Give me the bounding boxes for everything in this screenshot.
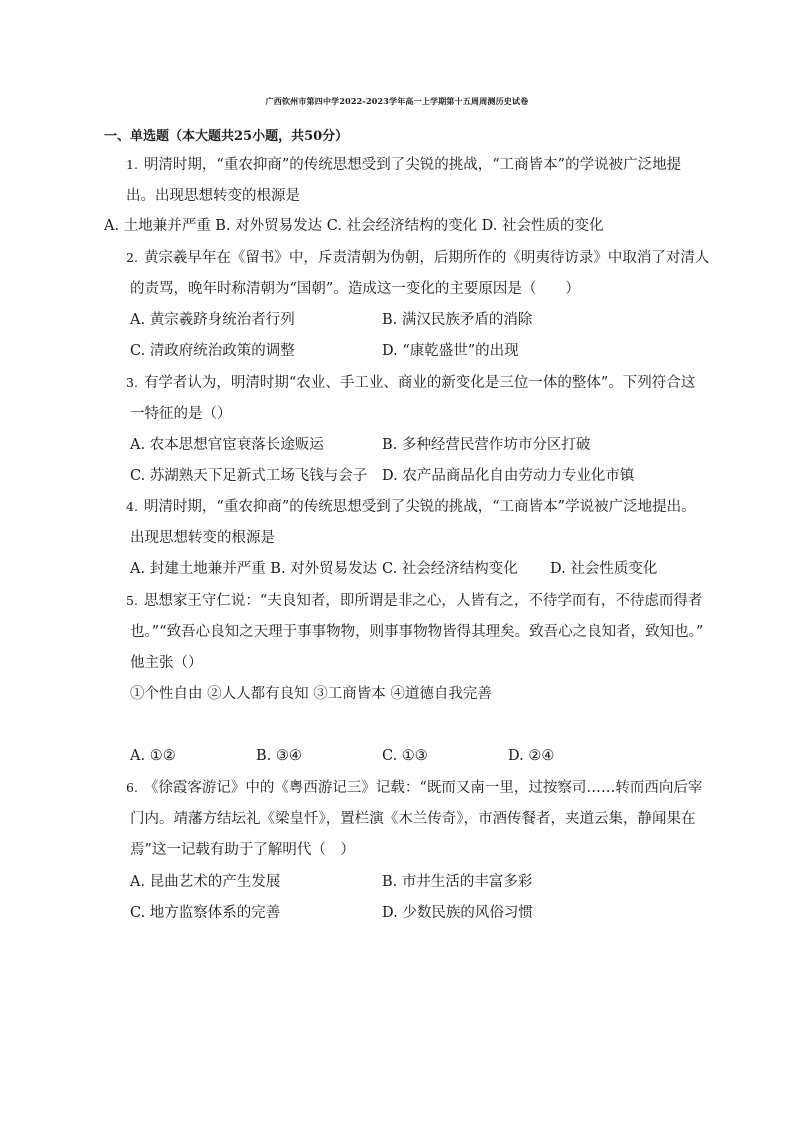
- section-heading: 一、单选题（本大题共25小题，共50分）: [104, 129, 349, 144]
- question-4-option-c: C. 社会经济结构变化: [382, 561, 518, 577]
- question-3-stem-line-2: 一特征的是（）: [130, 406, 232, 422]
- question-4-stem-line-1: 4. 明清时期，“重农抑商”的传统思想受到了尖锐的挑战，“工商皆本”学说被广泛地提出。: [126, 499, 696, 515]
- question-2-option-b: B. 满汉民族矛盾的消除: [382, 312, 533, 328]
- question-number: 4.: [126, 499, 138, 514]
- question-2-option-c: C. 清政府统治政策的调整: [130, 343, 295, 359]
- question-3-stem-line-1: 3. 有学者认为，明清时期“农业、手工业、商业的新变化是三位一体的整体”。下列符合这: [126, 375, 696, 391]
- question-1-options: A. 土地兼并严重 B. 对外贸易发达 C. 社会经济结构的变化 D. 社会性质的变化: [104, 218, 604, 234]
- question-1-stem-line-1: 1. 明清时期，“重农抑商”的传统思想受到了尖锐的挑战，“工商皆本”的学说被广泛地提: [126, 157, 682, 173]
- question-2-stem-line-1: 2. 黄宗羲早年在《留书》中，斥责清朝为伪朝，后期所作的《明夷待访录》中取消了对清人: [126, 250, 710, 266]
- question-6-stem-line-2: 门内。靖藩方结坛礼《梁皇忏》，置栏演《木兰传奇》，市酒传餐者，夹道云集，静闻果在: [130, 811, 696, 827]
- question-3-option-b: B. 多种经营民营作坊市分区打破: [382, 437, 591, 453]
- exam-title: 广西钦州市第四中学2022-2023学年高一上学期第十五周周测历史试卷: [265, 96, 529, 106]
- question-4-option-ab: A. 封建土地兼并严重 B. 对外贸易发达: [130, 561, 378, 577]
- question-1-stem-line-2: 出。出现思想转变的根源是: [126, 188, 300, 204]
- question-3-option-c: C. 苏湖熟天下足新式工场飞钱与会子: [130, 468, 368, 484]
- question-5-stem-line-1: 5. 思想家王守仁说：“夫良知者，即所谓是非之心，人皆有之，不待学而有，不待虑而得者: [126, 593, 703, 609]
- question-2-option-d: D. “康乾盛世”的出现: [382, 343, 519, 359]
- question-number: 3.: [126, 375, 138, 390]
- question-6-stem-line-3: 焉”这一记载有助于了解明代（ ）: [130, 842, 355, 858]
- question-5-option-b: B. ③④: [256, 748, 302, 764]
- question-3-option-a: A. 农本思想官宦衰落长途贩运: [130, 437, 324, 453]
- question-2-option-a: A. 黄宗羲跻身统治者行列: [130, 312, 295, 328]
- question-number: 5.: [126, 593, 138, 608]
- question-number: 1.: [126, 157, 138, 172]
- question-number: 6.: [126, 780, 138, 795]
- question-3-option-d: D. 农产品商品化自由劳动力专业化市镇: [382, 468, 635, 484]
- question-5-option-d: D. ②④: [508, 748, 555, 764]
- question-4-stem-line-2: 出现思想转变的根源是: [130, 530, 275, 546]
- question-5-stem-line-3: 他主张（）: [130, 655, 203, 671]
- question-5-option-c: C. ①③: [382, 748, 428, 764]
- question-6-option-a: A. 昆曲艺术的产生发展: [130, 874, 281, 890]
- question-5-items: ①个性自由 ②人人都有良知 ③工商皆本 ④道德自我完善: [130, 686, 492, 702]
- question-6-option-b: B. 市井生活的丰富多彩: [382, 874, 533, 890]
- question-number: 2.: [126, 250, 138, 265]
- question-5-option-a: A. ①②: [130, 748, 176, 764]
- question-6-stem-line-1: 6. 《徐霞客游记》中的《粤西游记三》记载：“既而又南一里，过按察司……转而西向后宰: [126, 780, 703, 796]
- question-5-stem-line-2: 也。”“致吾心良知之天理于事事物物，则事事物物皆得其理矣。致吾心之良知者，致知也。”: [130, 624, 704, 640]
- question-6-option-d: D. 少数民族的风俗习惯: [382, 905, 533, 921]
- question-4-option-d: D. 社会性质变化: [550, 561, 658, 577]
- question-2-stem-line-2: 的责骂，晚年时称清朝为“国朝”。造成这一变化的主要原因是（ ）: [130, 281, 580, 297]
- question-6-option-c: C. 地方监察体系的完善: [130, 905, 281, 921]
